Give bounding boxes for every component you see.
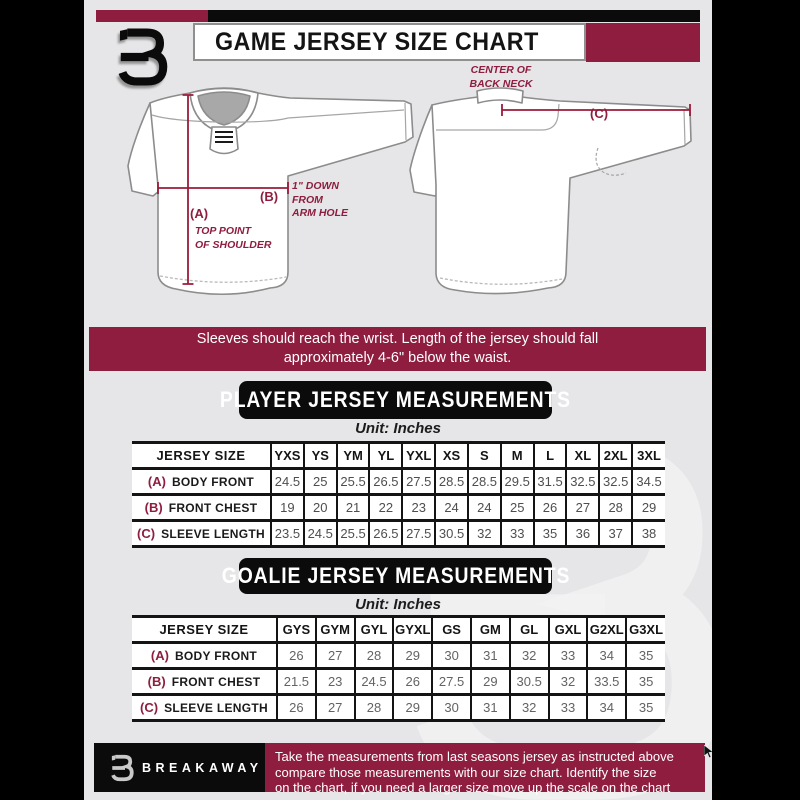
row-key: (A) — [147, 473, 166, 489]
table-row — [132, 469, 665, 495]
goalie-banner-text: GOALIE JERSEY MEASUREMENTS — [221, 563, 570, 588]
row-key: (A) — [150, 647, 169, 663]
note-b-line2: FROM — [292, 193, 323, 206]
size-column-header: G2XL — [587, 617, 626, 643]
row-label: FRONT CHEST — [171, 674, 261, 689]
measurement-cell: 29 — [632, 495, 665, 521]
breakaway-b-footer-icon — [110, 753, 134, 783]
brand-name: BREAKAWAY — [142, 760, 263, 775]
note-c-line2: BACK NECK — [469, 77, 533, 90]
header-maroon-block — [586, 23, 700, 62]
measurement-cell: 26.5 — [369, 521, 402, 547]
size-column-header: GYM — [316, 617, 355, 643]
size-column-header: GYS — [277, 617, 316, 643]
measurement-cell: 28.5 — [468, 469, 501, 495]
size-column-header: GM — [471, 617, 510, 643]
table-row — [132, 521, 665, 547]
measurement-cell: 25.5 — [337, 521, 370, 547]
page-title-text: GAME JERSEY SIZE CHART — [215, 27, 539, 56]
player-unit-label: Unit: Inches — [355, 420, 441, 437]
measurement-cell: 27.5 — [402, 521, 435, 547]
row-label-cell — [132, 669, 277, 695]
measurement-cell: 19 — [271, 495, 304, 521]
row-label-cell — [132, 495, 271, 521]
row-label: FRONT CHEST — [168, 500, 258, 515]
fit-notice-line1: Sleeves should reach the wrist. Length of the jersey should fall — [196, 331, 599, 347]
measurement-cell: 23 — [402, 495, 435, 521]
measurement-cell: 37 — [599, 521, 632, 547]
row-key: (B) — [144, 499, 163, 515]
size-chart-infographic — [84, 0, 712, 800]
measurement-cell: 24 — [435, 495, 468, 521]
row-label-cell — [132, 521, 271, 547]
measurement-cell: 22 — [369, 495, 402, 521]
measure-note-a — [195, 225, 271, 252]
measurement-cell: 29 — [393, 643, 432, 669]
table-header-row — [132, 617, 665, 643]
table-header-row — [132, 443, 665, 469]
size-column-header: GYL — [355, 617, 394, 643]
size-column-header: 2XL — [599, 443, 632, 469]
measurement-cell: 26 — [534, 495, 567, 521]
size-column-header: YS — [304, 443, 337, 469]
measurement-cell: 26 — [277, 695, 316, 721]
size-header-cell: JERSEY SIZE — [132, 443, 271, 469]
fit-notice-banner — [89, 327, 706, 371]
size-column-header: G3XL — [626, 617, 665, 643]
measure-label-b: (B) — [260, 189, 279, 204]
measurement-cell: 24.5 — [271, 469, 304, 495]
measurement-cell: 34 — [587, 695, 626, 721]
measurement-cell: 24 — [468, 495, 501, 521]
size-column-header: GXL — [549, 617, 588, 643]
footer-instructions-box — [265, 743, 705, 796]
measurement-cell: 30 — [432, 643, 471, 669]
measurement-cell: 27.5 — [432, 669, 471, 695]
measurement-cell: 38 — [632, 521, 665, 547]
measurement-cell: 32.5 — [566, 469, 599, 495]
measurement-cell: 24.5 — [304, 521, 337, 547]
measurement-cell: 21.5 — [277, 669, 316, 695]
row-label-cell — [132, 469, 271, 495]
size-column-header: GL — [510, 617, 549, 643]
note-a-line1: TOP POINT — [195, 225, 252, 237]
measure-label-c: (C) — [590, 106, 609, 121]
size-column-header: L — [534, 443, 567, 469]
measurement-cell: 31 — [471, 643, 510, 669]
measurement-cell: 33 — [549, 643, 588, 669]
measurement-cell: 27 — [316, 643, 355, 669]
row-label-cell — [132, 695, 277, 721]
goalie-size-table — [132, 615, 665, 722]
player-banner-text: PLAYER JERSEY MEASUREMENTS — [219, 387, 572, 412]
size-column-header: XL — [566, 443, 599, 469]
row-label-cell — [132, 643, 277, 669]
measurement-cell: 33 — [549, 695, 588, 721]
row-key: (B) — [147, 673, 166, 689]
measurement-cell: 34 — [587, 643, 626, 669]
measurement-cell: 32 — [468, 521, 501, 547]
size-header-cell: JERSEY SIZE — [132, 617, 277, 643]
measurement-cell: 35 — [534, 521, 567, 547]
size-column-header: YL — [369, 443, 402, 469]
player-size-table — [132, 441, 665, 548]
measurement-cell: 34.5 — [632, 469, 665, 495]
measurement-cell: 29.5 — [501, 469, 534, 495]
footer-note-line1: Take the measurements from last seasons jersey as instructed above — [275, 749, 674, 764]
measurement-cell: 27 — [566, 495, 599, 521]
measurement-cell: 35 — [626, 669, 665, 695]
measurement-cell: 30.5 — [510, 669, 549, 695]
measurement-cell: 35 — [626, 643, 665, 669]
measurement-cell: 28 — [355, 643, 394, 669]
measurement-cell: 28 — [599, 495, 632, 521]
note-b-line1: 1" DOWN — [292, 180, 339, 192]
measurement-cell: 32.5 — [599, 469, 632, 495]
note-a-line2: OF SHOULDER — [195, 238, 272, 251]
size-column-header: GS — [432, 617, 471, 643]
measure-note-c — [459, 64, 543, 91]
size-column-header: GYXL — [393, 617, 432, 643]
measure-note-b — [292, 180, 348, 221]
measurement-cell: 21 — [337, 495, 370, 521]
measurement-cell: 30.5 — [435, 521, 468, 547]
page-title — [193, 23, 586, 61]
measurement-cell: 30 — [432, 695, 471, 721]
header-accent-bar-black — [208, 10, 700, 22]
size-column-header: S — [468, 443, 501, 469]
fit-notice-line2: approximately 4-6" below the waist. — [283, 350, 512, 366]
measurement-cell: 23 — [316, 669, 355, 695]
measurement-cell: 25 — [304, 469, 337, 495]
measurement-cell: 26 — [277, 643, 316, 669]
measurement-cell: 27 — [316, 695, 355, 721]
measurement-cell: 23.5 — [271, 521, 304, 547]
footer-note-line2: compare those measurements with our size chart. Identify the size — [275, 764, 657, 780]
measurement-cell: 28 — [355, 695, 394, 721]
measure-label-a: (A) — [190, 206, 209, 221]
goalie-measurements-banner — [221, 558, 570, 594]
measurement-cell: 25 — [501, 495, 534, 521]
row-label: BODY FRONT — [174, 648, 258, 663]
table-row — [132, 669, 665, 695]
measurement-cell: 32 — [510, 643, 549, 669]
row-key: (C) — [140, 699, 159, 715]
player-measurements-banner — [219, 381, 572, 419]
size-column-header: 3XL — [632, 443, 665, 469]
size-column-header: YM — [337, 443, 370, 469]
size-column-header: XS — [435, 443, 468, 469]
table-row — [132, 695, 665, 721]
header-accent-bar-maroon — [96, 10, 208, 22]
row-label: SLEEVE LENGTH — [161, 526, 265, 541]
measurement-cell: 26.5 — [369, 469, 402, 495]
mouse-cursor-icon — [704, 745, 712, 758]
size-column-header: YXL — [402, 443, 435, 469]
table-row — [132, 495, 665, 521]
measurement-cell: 33.5 — [587, 669, 626, 695]
measurement-cell: 20 — [304, 495, 337, 521]
measurement-cell: 32 — [549, 669, 588, 695]
size-column-header: M — [501, 443, 534, 469]
note-c-line1: CENTER OF — [470, 64, 532, 76]
footer-note-line3: on the chart, if you need a larger size move up the scale on the chart — [275, 780, 671, 796]
measurement-cell: 26 — [393, 669, 432, 695]
measurement-cell: 27.5 — [402, 469, 435, 495]
row-label: BODY FRONT — [171, 474, 255, 489]
measurement-cell: 33 — [501, 521, 534, 547]
measurement-cell: 29 — [471, 669, 510, 695]
measurement-cell: 31 — [471, 695, 510, 721]
measurement-cell: 32 — [510, 695, 549, 721]
row-key: (C) — [137, 525, 156, 541]
row-label: SLEEVE LENGTH — [164, 700, 268, 715]
measurement-cell: 36 — [566, 521, 599, 547]
measurement-cell: 35 — [626, 695, 665, 721]
measurement-cell: 28.5 — [435, 469, 468, 495]
table-row — [132, 643, 665, 669]
goalie-unit-label: Unit: Inches — [355, 596, 441, 613]
measurement-cell: 25.5 — [337, 469, 370, 495]
measurement-cell: 31.5 — [534, 469, 567, 495]
measurement-cell: 29 — [393, 695, 432, 721]
measurement-cell: 24.5 — [355, 669, 394, 695]
jersey-diagram-graphic — [84, 58, 712, 328]
note-b-line3: ARM HOLE — [292, 207, 348, 219]
footer-brand-box — [94, 743, 265, 792]
size-column-header: YXS — [271, 443, 304, 469]
